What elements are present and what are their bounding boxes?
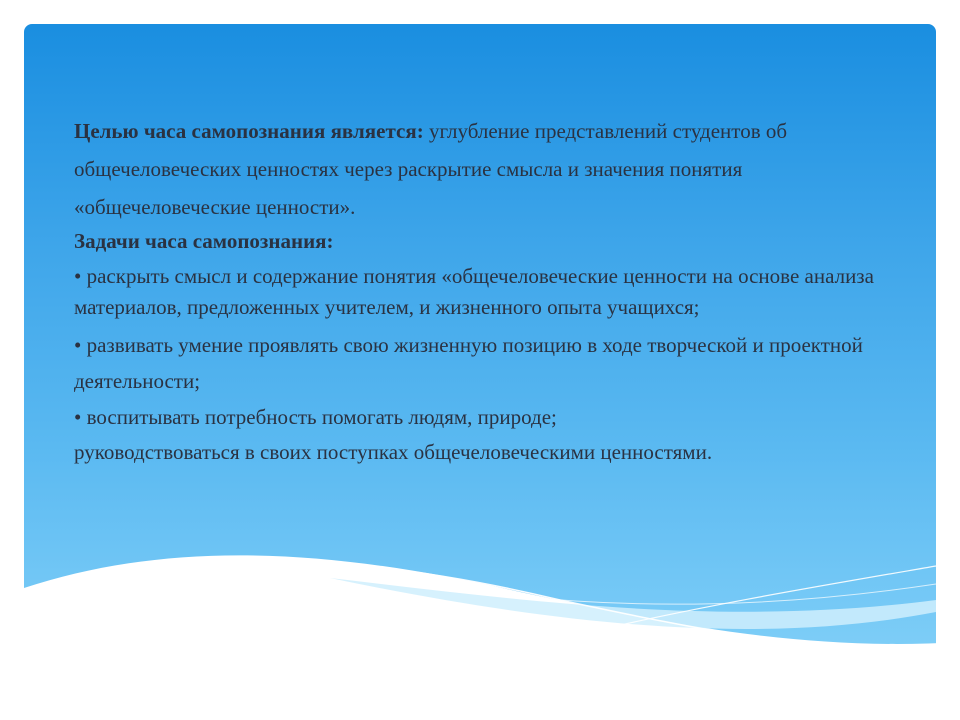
tasks-heading: Задачи часа самопознания: — [74, 229, 334, 253]
bullet-item-2: • развивать умение проявлять свою жизненную позицию в ходе творческой и проектной деятельности; — [74, 333, 863, 393]
bullet-item-1: • раскрыть смысл и содержание понятия «общечеловеческие ценности на основе анализа материалов, предложенных учителем, и жизненного опыта учащихся; — [74, 264, 874, 319]
bullet-item-3: • воспитывать потребность помогать людям, природе; — [74, 405, 557, 429]
goal-text: углубление представлений студентов об общечеловеческих ценностях через раскрытие смысла и значения понятия «общечеловеческие ценности». — [74, 119, 788, 219]
goal-label: Целью часа самопознания является: — [74, 119, 424, 143]
bullet-item-3-continuation: руководствоваться в своих поступках общечеловеческими ценностями. — [74, 440, 713, 464]
goal-paragraph — [74, 112, 874, 226]
slide-content — [74, 112, 874, 468]
wave-white-fill — [24, 555, 960, 720]
